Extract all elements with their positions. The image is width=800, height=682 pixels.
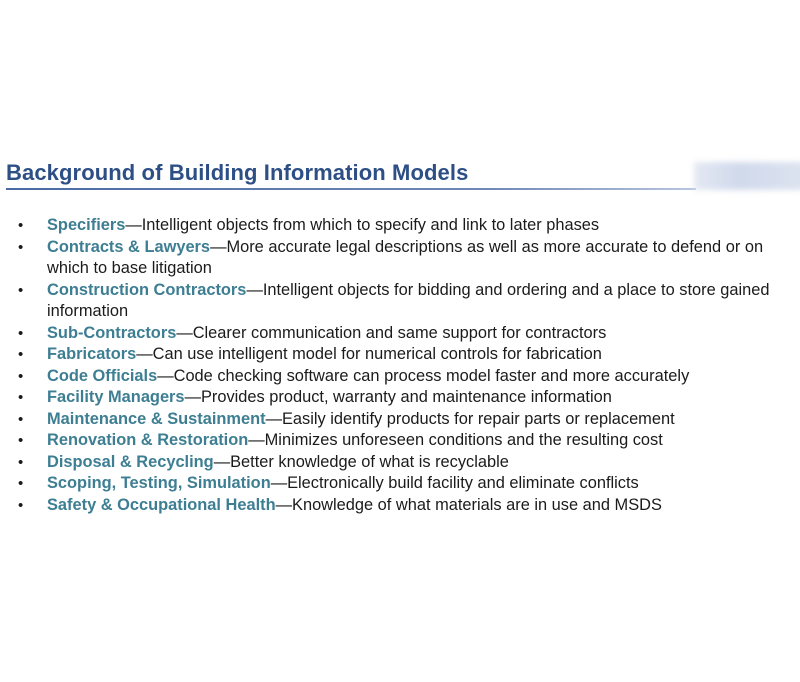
bullet-icon: • <box>18 367 24 385</box>
item-description: —Electronically build facility and eliminate conflicts <box>270 474 639 492</box>
item-description: —Provides product, warranty and maintenance information <box>184 388 612 406</box>
item-term: Scoping, Testing, Simulation <box>47 474 271 492</box>
bullet-icon: • <box>18 453 24 471</box>
item-term: Safety & Occupational Health <box>47 495 276 514</box>
item-description: —Minimizes unforeseen conditions and the resulting cost <box>248 431 663 449</box>
item-description: —Can use intelligent model for numerical controls for fabrication <box>136 345 602 363</box>
bullet-icon: • <box>18 217 24 234</box>
item-term: Construction Contractors <box>47 280 247 299</box>
list-item <box>18 323 788 345</box>
item-description: —Knowledge of what materials are in use and MSDS <box>275 495 662 514</box>
item-term: Code Officials <box>47 366 158 385</box>
item-term: Renovation & Restoration <box>47 431 249 449</box>
item-term: Maintenance & Sustainment <box>47 409 266 428</box>
list-item <box>18 237 788 280</box>
item-term: Facility Managers <box>47 388 185 406</box>
page-title: Background of Building Information Models <box>6 160 469 185</box>
item-description: —Intelligent objects for bidding and ordering and a place to store gained information <box>47 280 770 320</box>
bullet-icon: • <box>18 475 24 492</box>
list-item <box>18 344 788 366</box>
item-description: —Better knowledge of what is recyclable <box>213 452 509 471</box>
stakeholder-bullet-list <box>18 215 788 516</box>
list-item <box>18 387 788 409</box>
bullet-icon: • <box>18 389 24 406</box>
item-description: —Clearer communication and same support for contractors <box>176 323 607 342</box>
bullet-icon: • <box>18 432 24 449</box>
item-term: Specifiers <box>47 216 126 234</box>
list-item <box>18 215 788 237</box>
bullet-icon: • <box>18 496 24 514</box>
item-term: Disposal & Recycling <box>47 452 214 471</box>
bullet-icon: • <box>18 238 24 256</box>
item-description: —Intelligent objects from which to specify and link to later phases <box>125 216 600 234</box>
list-item <box>18 366 788 388</box>
list-item <box>18 430 788 452</box>
list-item <box>18 452 788 474</box>
bullet-icon: • <box>18 346 24 363</box>
list-item <box>18 280 788 323</box>
item-description: —More accurate legal descriptions as well as more accurate to defend or on which to base litigation <box>47 237 764 277</box>
blurred-logo-area <box>694 162 800 190</box>
item-description: —Code checking software can process model faster and more accurately <box>157 366 690 385</box>
bullet-icon: • <box>18 410 24 428</box>
title-underline <box>6 188 696 190</box>
list-item <box>18 495 788 517</box>
bullet-icon: • <box>18 281 24 299</box>
bullet-icon: • <box>18 324 24 342</box>
list-item <box>18 473 788 495</box>
item-term: Contracts & Lawyers <box>47 237 211 256</box>
item-description: —Easily identify products for repair parts or replacement <box>265 409 675 428</box>
list-item <box>18 409 788 431</box>
item-term: Fabricators <box>47 345 137 363</box>
slide-header <box>6 158 800 188</box>
item-term: Sub-Contractors <box>47 323 177 342</box>
